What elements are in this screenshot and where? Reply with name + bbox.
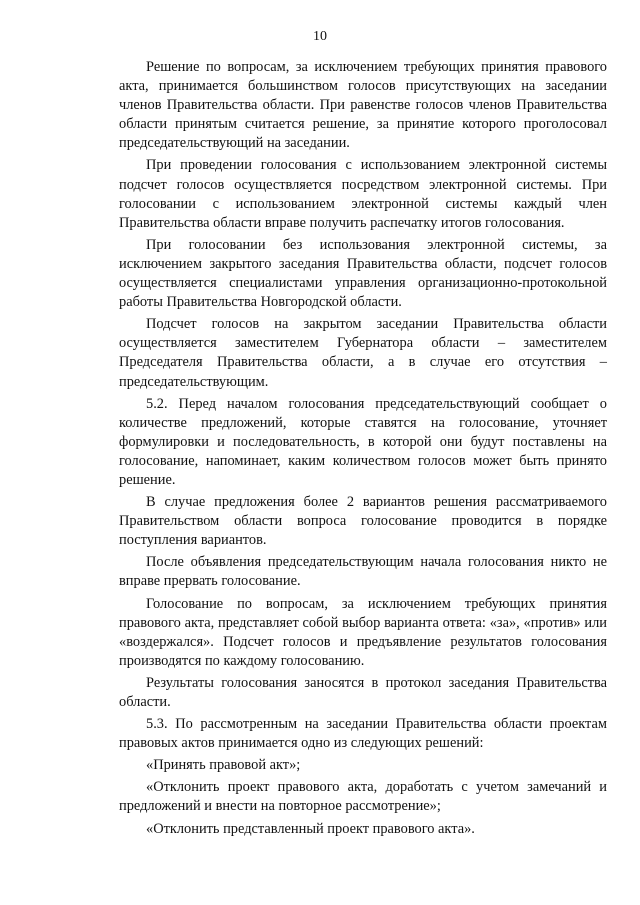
document-body	[119, 58, 607, 839]
page-number: 10	[313, 29, 327, 44]
paragraph-decision-majority: Решение по вопросам, за исключением требующих принятия правового акта, принимается большинством голосов присутствующих на заседании членов Правительства области. При равенстве голосов членов Правительства области принятым считается решение, за принятие которого проголосовал председательствующий на заседании.	[119, 59, 607, 152]
paragraph-multiple-variants: В случае предложения более 2 вариантов решения рассматриваемого Правительством области вопроса голосование проводится в порядке поступления вариантов.	[119, 494, 607, 549]
paragraph-protocol-record: Результаты голосования заносятся в протокол заседания Правительства области.	[119, 674, 607, 710]
decision-option-accept: «Принять правовой акт»;	[146, 757, 301, 774]
paragraph-electronic-voting: При проведении голосования с использованием электронной системы подсчет голосов осуществляется посредством электронной системы. При голосовании с использованием электронной системы каждый член Правительства области вправе получить распечатку итогов голосования.	[119, 157, 607, 231]
paragraph-closed-session-counting: Подсчет голосов на закрытом заседании Правительства области осуществляется заместителем Губернатора области – заместителем Председателя Правительства области, а в случае его отсутствия – председательствующим.	[119, 316, 607, 390]
paragraph-voting-options: Голосование по вопросам, за исключением требующих принятия правового акта, представляет собой выбор варианта ответа: «за», «против» или «воздержался». Подсчет голосов и предъявление результатов голосования производятся по каждому голосованию.	[119, 595, 607, 669]
paragraph-section-5-3: 5.3. По рассмотренным на заседании Правительства области проектам правовых актов принимается одно из следующих решений:	[119, 716, 607, 752]
paragraph-no-interruption: После объявления председательствующим начала голосования никто не вправе прервать голосование.	[119, 554, 607, 590]
decision-option-reject: «Отклонить представленный проект правового акта».	[146, 820, 475, 837]
paragraph-manual-counting: При голосовании без использования электронной системы, за исключением закрытого заседания Правительства области, подсчет голосов осуществляется специалистами управления организационно-протокольной работы Правительства Новгородской области.	[119, 236, 607, 311]
paragraph-section-5-2: 5.2. Перед началом голосования председательствующий сообщает о количестве предложений, которые ставятся на голосование, уточняет формулировки и последовательность, в которой они будут поставлены на голосование, напоминает, каким количеством голосов может быть принято решение.	[119, 395, 607, 488]
decision-option-revise: «Отклонить проект правового акта, доработать с учетом замечаний и предложений и внести на повторное рассмотрение»;	[119, 779, 607, 815]
